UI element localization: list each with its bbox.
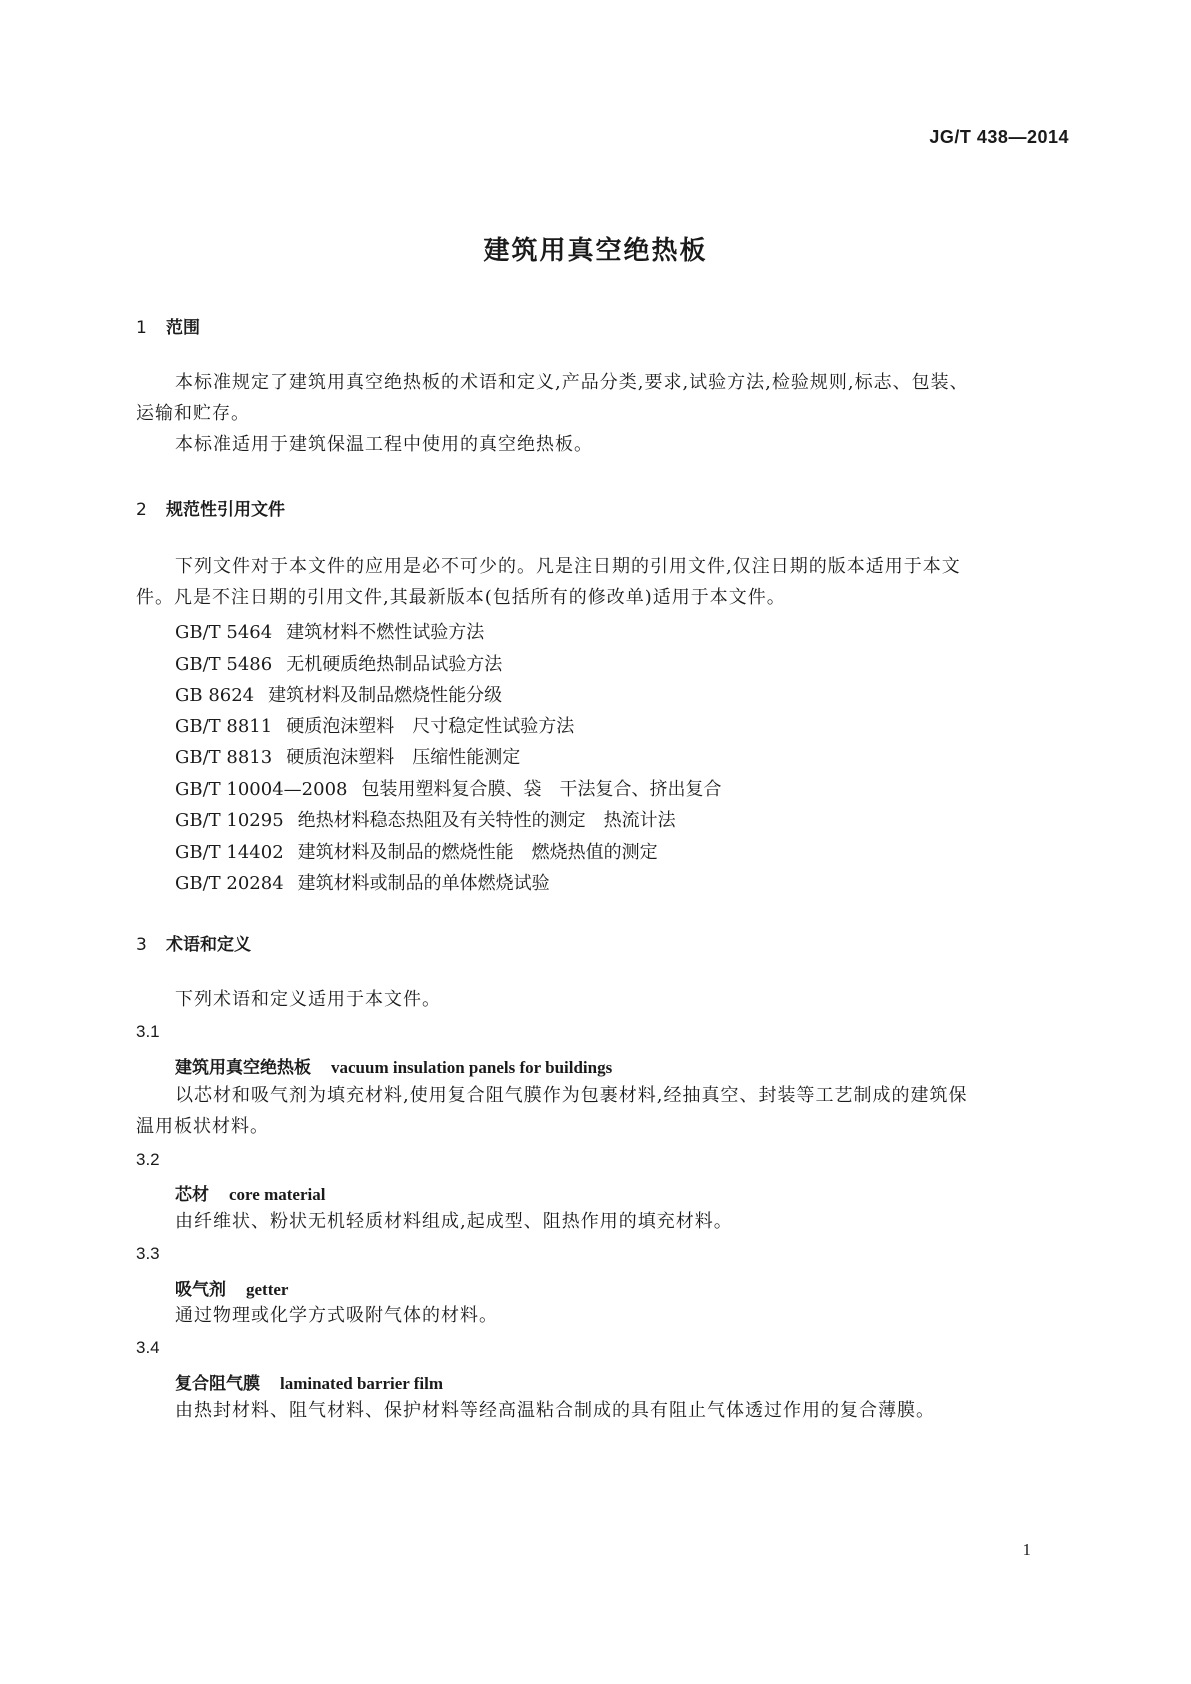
section-title: 规范性引用文件 [166, 500, 285, 520]
reference-item [175, 869, 550, 895]
term-name [175, 1369, 443, 1394]
reference-title: 建筑材料及制品燃烧性能分级 [268, 685, 503, 706]
reference-item [175, 712, 574, 738]
term-name-en: vacuum insulation panels for buildings [331, 1058, 613, 1077]
reference-code: GB/T 8813 [175, 747, 273, 768]
term-name [175, 1275, 288, 1300]
section-2-heading [136, 495, 285, 520]
reference-title: 硬质泡沫塑料 压缩性能测定 [286, 747, 521, 768]
term-name-cn: 芯材 [175, 1185, 209, 1205]
term-name [175, 1053, 612, 1078]
reference-title: 无机硬质绝热制品试验方法 [286, 654, 503, 675]
term-name-en: core material [229, 1185, 326, 1204]
section-number: 1 [136, 318, 147, 338]
term-definition: 由纤维状、粉状无机轻质材料组成,起成型、阻热作用的填充材料。 [175, 1211, 733, 1232]
reference-code: GB/T 14402 [175, 842, 284, 863]
standard-code: JG/T 438—2014 [929, 127, 1069, 147]
term-name-cn: 建筑用真空绝热板 [175, 1058, 311, 1078]
term-number: 3.3 [136, 1244, 160, 1263]
term-number: 3.1 [136, 1022, 160, 1041]
paragraph-line: 运输和贮存。 [136, 403, 250, 424]
term-name-en: laminated barrier film [280, 1374, 444, 1393]
section-title: 术语和定义 [166, 935, 251, 955]
reference-code: GB/T 20284 [175, 873, 284, 894]
reference-title: 包装用塑料复合膜、袋 干法复合、挤出复合 [361, 779, 722, 800]
reference-item [175, 838, 658, 864]
reference-item [175, 681, 502, 707]
reference-code: GB/T 10004—2008 [175, 779, 348, 800]
term-name-cn: 吸气剂 [175, 1280, 226, 1300]
section-title: 范围 [166, 318, 200, 338]
term-definition: 以芯材和吸气剂为填充材料,使用复合阻气膜作为包裹材料,经抽真空、封装等工艺制成的建筑保 [175, 1085, 968, 1106]
paragraph-line: 下列文件对于本文件的应用是必不可少的。凡是注日期的引用文件,仅注日期的版本适用于本文 [175, 556, 961, 577]
term-name-cn: 复合阻气膜 [175, 1374, 260, 1394]
reference-code: GB/T 5486 [175, 654, 273, 675]
term-name-en: getter [246, 1280, 289, 1299]
term-definition: 通过物理或化学方式吸附气体的材料。 [175, 1305, 498, 1326]
paragraph-line: 本标准适用于建筑保温工程中使用的真空绝热板。 [175, 434, 593, 455]
reference-code: GB/T 8811 [175, 716, 273, 737]
reference-item [175, 743, 520, 769]
section-1-heading [136, 313, 200, 338]
reference-item [175, 618, 484, 644]
term-definition: 温用板状材料。 [136, 1116, 269, 1137]
reference-item [175, 650, 502, 676]
reference-code: GB/T 10295 [175, 810, 284, 831]
reference-title: 建筑材料及制品的燃烧性能 燃烧热值的测定 [297, 842, 658, 863]
reference-code: GB/T 5464 [175, 622, 273, 643]
reference-title: 绝热材料稳态热阻及有关特性的测定 热流计法 [297, 810, 676, 831]
term-number: 3.2 [136, 1150, 160, 1169]
reference-title: 建筑材料不燃性试验方法 [286, 622, 485, 643]
reference-title: 建筑材料或制品的单体燃烧试验 [297, 873, 550, 894]
reference-item [175, 775, 721, 801]
term-definition: 由热封材料、阻气材料、保护材料等经高温粘合制成的具有阻止气体透过作用的复合薄膜。 [175, 1400, 935, 1421]
page-number: 1 [1022, 1540, 1031, 1559]
document-title: 建筑用真空绝热板 [483, 236, 708, 266]
section-3-heading [136, 930, 251, 955]
paragraph-line: 件。凡是不注日期的引用文件,其最新版本(包括所有的修改单)适用于本文件。 [136, 587, 786, 608]
term-name [175, 1180, 325, 1205]
paragraph-line: 下列术语和定义适用于本文件。 [175, 989, 441, 1010]
section-number: 2 [136, 500, 147, 520]
reference-title: 硬质泡沫塑料 尺寸稳定性试验方法 [286, 716, 575, 737]
term-number: 3.4 [136, 1338, 160, 1357]
reference-code: GB 8624 [175, 685, 255, 706]
section-number: 3 [136, 935, 147, 955]
paragraph-line: 本标准规定了建筑用真空绝热板的术语和定义,产品分类,要求,试验方法,检验规则,标志、包装、 [175, 372, 969, 393]
reference-item [175, 806, 676, 832]
